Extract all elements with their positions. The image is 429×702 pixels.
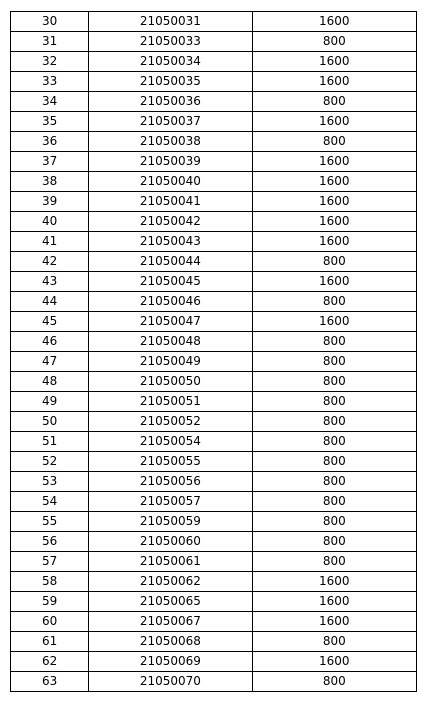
- amount-cell: 800: [252, 512, 416, 532]
- row-number-cell: 57: [11, 552, 89, 572]
- id-cell: 21050042: [89, 212, 252, 232]
- id-cell: 21050054: [89, 432, 252, 452]
- amount-cell: 1600: [252, 192, 416, 212]
- id-cell: 21050059: [89, 512, 252, 532]
- id-cell: 21050035: [89, 72, 252, 92]
- amount-cell: 1600: [252, 52, 416, 72]
- amount-cell: 800: [252, 452, 416, 472]
- table-row: [11, 112, 417, 132]
- row-number-cell: 35: [11, 112, 89, 132]
- table-row: [11, 612, 417, 632]
- amount-cell: 800: [252, 532, 416, 552]
- amount-cell: 1600: [252, 152, 416, 172]
- id-cell: 21050036: [89, 92, 252, 112]
- table-row: [11, 292, 417, 312]
- amount-cell: 800: [252, 432, 416, 452]
- row-number-cell: 38: [11, 172, 89, 192]
- row-number-cell: 53: [11, 472, 89, 492]
- table-row: [11, 592, 417, 612]
- row-number-cell: 37: [11, 152, 89, 172]
- table-row: [11, 512, 417, 532]
- amount-cell: 1600: [252, 312, 416, 332]
- table-row: [11, 212, 417, 232]
- amount-cell: 800: [252, 552, 416, 572]
- table-row: [11, 412, 417, 432]
- row-number-cell: 32: [11, 52, 89, 72]
- id-cell: 21050034: [89, 52, 252, 72]
- row-number-cell: 60: [11, 612, 89, 632]
- amount-cell: 1600: [252, 652, 416, 672]
- id-cell: 21050052: [89, 412, 252, 432]
- id-cell: 21050041: [89, 192, 252, 212]
- table-row: [11, 52, 417, 72]
- amount-cell: 800: [252, 392, 416, 412]
- id-cell: 21050033: [89, 32, 252, 52]
- row-number-cell: 61: [11, 632, 89, 652]
- table-row: [11, 32, 417, 52]
- amount-cell: 1600: [252, 12, 416, 32]
- table-row: [11, 472, 417, 492]
- row-number-cell: 41: [11, 232, 89, 252]
- id-cell: 21050038: [89, 132, 252, 152]
- id-cell: 21050061: [89, 552, 252, 572]
- amount-cell: 800: [252, 132, 416, 152]
- row-number-cell: 49: [11, 392, 89, 412]
- id-cell: 21050039: [89, 152, 252, 172]
- table-row: [11, 192, 417, 212]
- row-number-cell: 33: [11, 72, 89, 92]
- amount-cell: 800: [252, 632, 416, 652]
- id-cell: 21050046: [89, 292, 252, 312]
- id-cell: 21050050: [89, 372, 252, 392]
- amount-cell: 1600: [252, 212, 416, 232]
- row-number-cell: 44: [11, 292, 89, 312]
- row-number-cell: 42: [11, 252, 89, 272]
- row-number-cell: 63: [11, 672, 89, 692]
- id-cell: 21050069: [89, 652, 252, 672]
- table-row: [11, 532, 417, 552]
- table-row: [11, 572, 417, 592]
- table-row: [11, 372, 417, 392]
- id-cell: 21050062: [89, 572, 252, 592]
- row-number-cell: 48: [11, 372, 89, 392]
- table-row: [11, 232, 417, 252]
- table-row: [11, 672, 417, 692]
- table-row: [11, 492, 417, 512]
- amount-cell: 800: [252, 352, 416, 372]
- amount-cell: 1600: [252, 112, 416, 132]
- table-row: [11, 72, 417, 92]
- row-number-cell: 59: [11, 592, 89, 612]
- amount-cell: 1600: [252, 172, 416, 192]
- table-body: [11, 12, 417, 692]
- table-row: [11, 252, 417, 272]
- id-cell: 21050051: [89, 392, 252, 412]
- row-number-cell: 39: [11, 192, 89, 212]
- id-cell: 21050056: [89, 472, 252, 492]
- id-cell: 21050068: [89, 632, 252, 652]
- amount-cell: 800: [252, 332, 416, 352]
- row-number-cell: 40: [11, 212, 89, 232]
- id-cell: 21050060: [89, 532, 252, 552]
- id-cell: 21050040: [89, 172, 252, 192]
- amount-cell: 800: [252, 492, 416, 512]
- amount-cell: 1600: [252, 592, 416, 612]
- amount-cell: 1600: [252, 72, 416, 92]
- amount-cell: 800: [252, 372, 416, 392]
- data-table: [10, 11, 417, 692]
- row-number-cell: 47: [11, 352, 89, 372]
- amount-cell: 800: [252, 92, 416, 112]
- row-number-cell: 31: [11, 32, 89, 52]
- id-cell: 21050037: [89, 112, 252, 132]
- row-number-cell: 30: [11, 12, 89, 32]
- id-cell: 21050045: [89, 272, 252, 292]
- table-row: [11, 312, 417, 332]
- id-cell: 21050031: [89, 12, 252, 32]
- row-number-cell: 36: [11, 132, 89, 152]
- row-number-cell: 46: [11, 332, 89, 352]
- row-number-cell: 58: [11, 572, 89, 592]
- table-row: [11, 132, 417, 152]
- table-row: [11, 452, 417, 472]
- table-row: [11, 552, 417, 572]
- amount-cell: 800: [252, 292, 416, 312]
- table-row: [11, 272, 417, 292]
- amount-cell: 1600: [252, 612, 416, 632]
- amount-cell: 800: [252, 252, 416, 272]
- table-row: [11, 392, 417, 412]
- row-number-cell: 55: [11, 512, 89, 532]
- row-number-cell: 52: [11, 452, 89, 472]
- id-cell: 21050048: [89, 332, 252, 352]
- amount-cell: 800: [252, 412, 416, 432]
- row-number-cell: 45: [11, 312, 89, 332]
- table-row: [11, 352, 417, 372]
- table-row: [11, 332, 417, 352]
- amount-cell: 800: [252, 672, 416, 692]
- amount-cell: 1600: [252, 232, 416, 252]
- row-number-cell: 50: [11, 412, 89, 432]
- table-row: [11, 92, 417, 112]
- amount-cell: 1600: [252, 272, 416, 292]
- table-row: [11, 152, 417, 172]
- amount-cell: 1600: [252, 572, 416, 592]
- row-number-cell: 34: [11, 92, 89, 112]
- row-number-cell: 54: [11, 492, 89, 512]
- table-row: [11, 172, 417, 192]
- amount-cell: 800: [252, 472, 416, 492]
- id-cell: 21050044: [89, 252, 252, 272]
- id-cell: 21050049: [89, 352, 252, 372]
- id-cell: 21050065: [89, 592, 252, 612]
- id-cell: 21050067: [89, 612, 252, 632]
- table-row: [11, 652, 417, 672]
- amount-cell: 800: [252, 32, 416, 52]
- table-row: [11, 432, 417, 452]
- id-cell: 21050047: [89, 312, 252, 332]
- id-cell: 21050070: [89, 672, 252, 692]
- table-row: [11, 12, 417, 32]
- table-row: [11, 632, 417, 652]
- row-number-cell: 43: [11, 272, 89, 292]
- id-cell: 21050057: [89, 492, 252, 512]
- id-cell: 21050043: [89, 232, 252, 252]
- row-number-cell: 56: [11, 532, 89, 552]
- row-number-cell: 51: [11, 432, 89, 452]
- row-number-cell: 62: [11, 652, 89, 672]
- id-cell: 21050055: [89, 452, 252, 472]
